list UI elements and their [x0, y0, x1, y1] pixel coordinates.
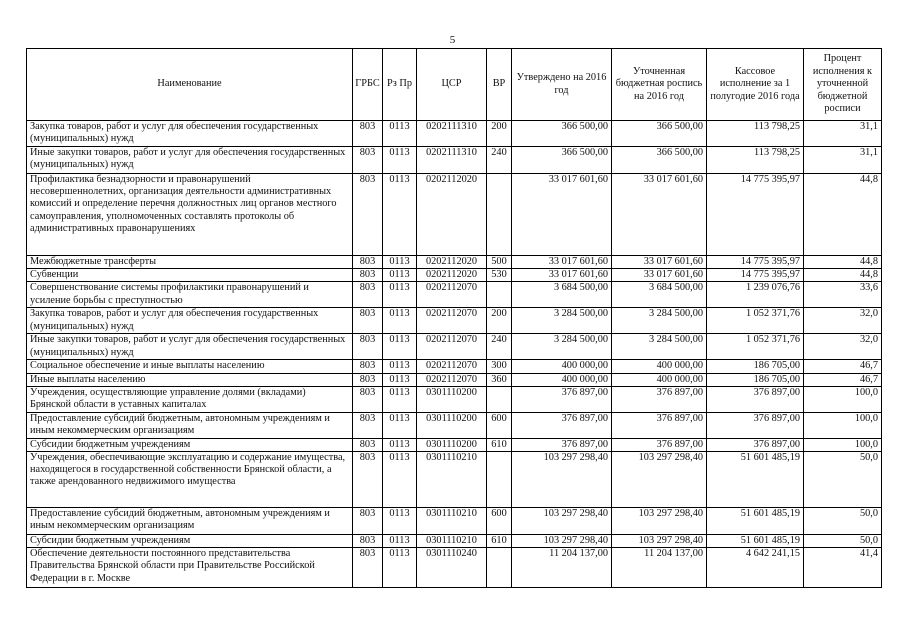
row-approved: 103 297 298,40	[512, 452, 612, 508]
row-vr: 240	[487, 334, 512, 360]
row-name: Социальное обеспечение и иные выплаты населению	[27, 360, 353, 373]
row-cash: 376 897,00	[707, 438, 804, 451]
row-rzpr: 0113	[383, 308, 417, 334]
row-rzpr: 0113	[383, 452, 417, 508]
row-rzpr: 0113	[383, 256, 417, 269]
row-csr: 0202111310	[417, 147, 487, 174]
row-percent: 41,4	[804, 548, 882, 588]
row-grbs: 803	[353, 334, 383, 360]
row-cash: 186 705,00	[707, 360, 804, 373]
row-refined: 11 204 137,00	[612, 548, 707, 588]
row-cash: 186 705,00	[707, 373, 804, 386]
row-cash: 51 601 485,19	[707, 452, 804, 508]
row-percent: 50,0	[804, 535, 882, 548]
row-vr: 610	[487, 535, 512, 548]
row-vr: 360	[487, 373, 512, 386]
row-refined: 33 017 601,60	[612, 269, 707, 282]
row-vr	[487, 282, 512, 308]
table-row	[27, 121, 882, 147]
page-number: 5	[449, 34, 456, 46]
row-rzpr: 0113	[383, 535, 417, 548]
row-percent: 44,8	[804, 174, 882, 256]
row-approved: 366 500,00	[512, 121, 612, 147]
row-vr: 300	[487, 360, 512, 373]
header-approved: Утверждено на 2016 год	[512, 49, 612, 121]
row-percent: 100,0	[804, 386, 882, 412]
row-name: Иные закупки товаров, работ и услуг для обеспечения государственных (муниципальных) нужд	[27, 334, 353, 360]
row-cash: 51 601 485,19	[707, 508, 804, 535]
row-percent: 33,6	[804, 282, 882, 308]
row-rzpr: 0113	[383, 121, 417, 147]
row-csr: 0202112070	[417, 308, 487, 334]
row-rzpr: 0113	[383, 147, 417, 174]
row-name: Предоставление субсидий бюджетным, автономным учреждениям и иным некоммерческим организациям	[27, 412, 353, 438]
row-csr: 0202112020	[417, 256, 487, 269]
row-refined: 400 000,00	[612, 373, 707, 386]
row-approved: 400 000,00	[512, 360, 612, 373]
row-approved: 11 204 137,00	[512, 548, 612, 588]
table-row	[27, 360, 882, 373]
row-name: Учреждения, осуществляющие управление долями (вкладами) Брянской области в уставных капиталах	[27, 386, 353, 412]
row-refined: 3 684 500,00	[612, 282, 707, 308]
row-refined: 103 297 298,40	[612, 452, 707, 508]
row-rzpr: 0113	[383, 373, 417, 386]
row-grbs: 803	[353, 308, 383, 334]
row-csr: 0202112070	[417, 373, 487, 386]
row-name: Субвенции	[27, 269, 353, 282]
row-name: Профилактика безнадзорности и правонарушений несовершеннолетних, организация деятельности административных комиссий и определение перечня должностных лиц органов местного самоуправления, уполномоченных составлять протоколы об административных правонарушениях	[27, 174, 353, 256]
header-refined: Уточненная бюджетная роспись на 2016 год	[612, 49, 707, 121]
table-row	[27, 373, 882, 386]
row-approved: 366 500,00	[512, 147, 612, 174]
row-rzpr: 0113	[383, 360, 417, 373]
header-grbs: ГРБС	[353, 49, 383, 121]
row-approved: 33 017 601,60	[512, 269, 612, 282]
row-cash: 1 052 371,76	[707, 308, 804, 334]
row-percent: 50,0	[804, 508, 882, 535]
row-refined: 366 500,00	[612, 121, 707, 147]
table-row	[27, 386, 882, 412]
row-csr: 0301110210	[417, 508, 487, 535]
row-percent: 31,1	[804, 147, 882, 174]
row-grbs: 803	[353, 174, 383, 256]
table-row	[27, 508, 882, 535]
row-approved: 400 000,00	[512, 373, 612, 386]
table-row	[27, 174, 882, 256]
row-vr: 200	[487, 121, 512, 147]
row-csr: 0202111310	[417, 121, 487, 147]
row-refined: 33 017 601,60	[612, 174, 707, 256]
header-vr: ВР	[487, 49, 512, 121]
row-cash: 14 775 395,97	[707, 269, 804, 282]
table-row	[27, 412, 882, 438]
row-grbs: 803	[353, 386, 383, 412]
table-row	[27, 334, 882, 360]
row-percent: 100,0	[804, 412, 882, 438]
row-rzpr: 0113	[383, 412, 417, 438]
row-vr	[487, 386, 512, 412]
row-vr: 500	[487, 256, 512, 269]
row-percent: 44,8	[804, 256, 882, 269]
table-row	[27, 147, 882, 174]
row-percent: 32,0	[804, 334, 882, 360]
row-csr: 0301110200	[417, 438, 487, 451]
row-rzpr: 0113	[383, 334, 417, 360]
row-approved: 3 284 500,00	[512, 334, 612, 360]
row-refined: 376 897,00	[612, 386, 707, 412]
table-row	[27, 452, 882, 508]
row-cash: 113 798,25	[707, 121, 804, 147]
row-grbs: 803	[353, 412, 383, 438]
row-cash: 376 897,00	[707, 412, 804, 438]
row-csr: 0301110210	[417, 535, 487, 548]
row-grbs: 803	[353, 452, 383, 508]
row-approved: 103 297 298,40	[512, 508, 612, 535]
row-rzpr: 0113	[383, 269, 417, 282]
row-percent: 31,1	[804, 121, 882, 147]
row-grbs: 803	[353, 360, 383, 373]
row-grbs: 803	[353, 535, 383, 548]
row-vr: 600	[487, 508, 512, 535]
row-grbs: 803	[353, 548, 383, 588]
row-rzpr: 0113	[383, 438, 417, 451]
row-csr: 0202112070	[417, 282, 487, 308]
row-vr: 530	[487, 269, 512, 282]
row-csr: 0301110200	[417, 412, 487, 438]
row-refined: 3 284 500,00	[612, 308, 707, 334]
table-row	[27, 256, 882, 269]
row-grbs: 803	[353, 508, 383, 535]
row-cash: 14 775 395,97	[707, 174, 804, 256]
header-percent: Процент исполнения к уточненной бюджетной росписи	[804, 49, 882, 121]
table-row	[27, 548, 882, 588]
row-percent: 46,7	[804, 360, 882, 373]
row-percent: 44,8	[804, 269, 882, 282]
table-row	[27, 308, 882, 334]
row-percent: 32,0	[804, 308, 882, 334]
row-csr: 0202112070	[417, 360, 487, 373]
row-refined: 103 297 298,40	[612, 535, 707, 548]
row-vr	[487, 548, 512, 588]
row-name: Субсидии бюджетным учреждениям	[27, 535, 353, 548]
row-vr: 240	[487, 147, 512, 174]
row-grbs: 803	[353, 438, 383, 451]
header-name: Наименование	[27, 49, 353, 121]
row-csr: 0301110240	[417, 548, 487, 588]
row-refined: 366 500,00	[612, 147, 707, 174]
row-name: Предоставление субсидий бюджетным, автономным учреждениям и иным некоммерческим организациям	[27, 508, 353, 535]
row-grbs: 803	[353, 147, 383, 174]
row-refined: 103 297 298,40	[612, 508, 707, 535]
row-name: Закупка товаров, работ и услуг для обеспечения государственных (муниципальных) нужд	[27, 308, 353, 334]
row-approved: 376 897,00	[512, 438, 612, 451]
row-refined: 33 017 601,60	[612, 256, 707, 269]
row-name: Закупка товаров, работ и услуг для обеспечения государственных (муниципальных) нужд	[27, 121, 353, 147]
row-refined: 3 284 500,00	[612, 334, 707, 360]
row-approved: 376 897,00	[512, 412, 612, 438]
row-vr: 200	[487, 308, 512, 334]
row-name: Иные закупки товаров, работ и услуг для обеспечения государственных (муниципальных) нужд	[27, 147, 353, 174]
row-percent: 46,7	[804, 373, 882, 386]
row-vr: 610	[487, 438, 512, 451]
row-rzpr: 0113	[383, 548, 417, 588]
row-name: Учреждения, обеспечивающие эксплуатацию и содержание имущества, находящегося в государственной собственности Брянской области, а также арендованного недвижимого имущества	[27, 452, 353, 508]
row-rzpr: 0113	[383, 174, 417, 256]
row-cash: 1 052 371,76	[707, 334, 804, 360]
row-refined: 400 000,00	[612, 360, 707, 373]
header-cash: Кассовое исполнение за 1 полугодие 2016 года	[707, 49, 804, 121]
row-cash: 376 897,00	[707, 386, 804, 412]
row-csr: 0301110200	[417, 386, 487, 412]
row-grbs: 803	[353, 121, 383, 147]
row-approved: 33 017 601,60	[512, 256, 612, 269]
row-grbs: 803	[353, 256, 383, 269]
row-cash: 113 798,25	[707, 147, 804, 174]
table-row	[27, 269, 882, 282]
row-refined: 376 897,00	[612, 412, 707, 438]
row-refined: 376 897,00	[612, 438, 707, 451]
row-csr: 0202112070	[417, 334, 487, 360]
row-vr	[487, 174, 512, 256]
row-csr: 0301110210	[417, 452, 487, 508]
table-row	[27, 535, 882, 548]
row-approved: 3 684 500,00	[512, 282, 612, 308]
row-percent: 50,0	[804, 452, 882, 508]
row-cash: 1 239 076,76	[707, 282, 804, 308]
row-rzpr: 0113	[383, 386, 417, 412]
budget-execution-table	[26, 48, 882, 588]
row-vr	[487, 452, 512, 508]
row-rzpr: 0113	[383, 508, 417, 535]
row-name: Иные выплаты населению	[27, 373, 353, 386]
row-vr: 600	[487, 412, 512, 438]
row-csr: 0202112020	[417, 269, 487, 282]
row-name: Совершенствование системы профилактики правонарушений и усиление борьбы с преступностью	[27, 282, 353, 308]
table-row	[27, 438, 882, 451]
row-grbs: 803	[353, 269, 383, 282]
row-cash: 51 601 485,19	[707, 535, 804, 548]
table-row	[27, 282, 882, 308]
row-approved: 103 297 298,40	[512, 535, 612, 548]
row-approved: 3 284 500,00	[512, 308, 612, 334]
row-rzpr: 0113	[383, 282, 417, 308]
row-approved: 33 017 601,60	[512, 174, 612, 256]
row-grbs: 803	[353, 373, 383, 386]
table-header-row	[27, 49, 882, 121]
row-name: Межбюджетные трансферты	[27, 256, 353, 269]
row-percent: 100,0	[804, 438, 882, 451]
row-cash: 14 775 395,97	[707, 256, 804, 269]
row-csr: 0202112020	[417, 174, 487, 256]
row-cash: 4 642 241,15	[707, 548, 804, 588]
row-approved: 376 897,00	[512, 386, 612, 412]
row-grbs: 803	[353, 282, 383, 308]
header-csr: ЦСР	[417, 49, 487, 121]
row-name: Обеспечение деятельности постоянного представительства Правительства Брянской области при Правительстве Российской Федерации в г. Москве	[27, 548, 353, 588]
header-rzpr: Рз Пр	[383, 49, 417, 121]
row-name: Субсидии бюджетным учреждениям	[27, 438, 353, 451]
